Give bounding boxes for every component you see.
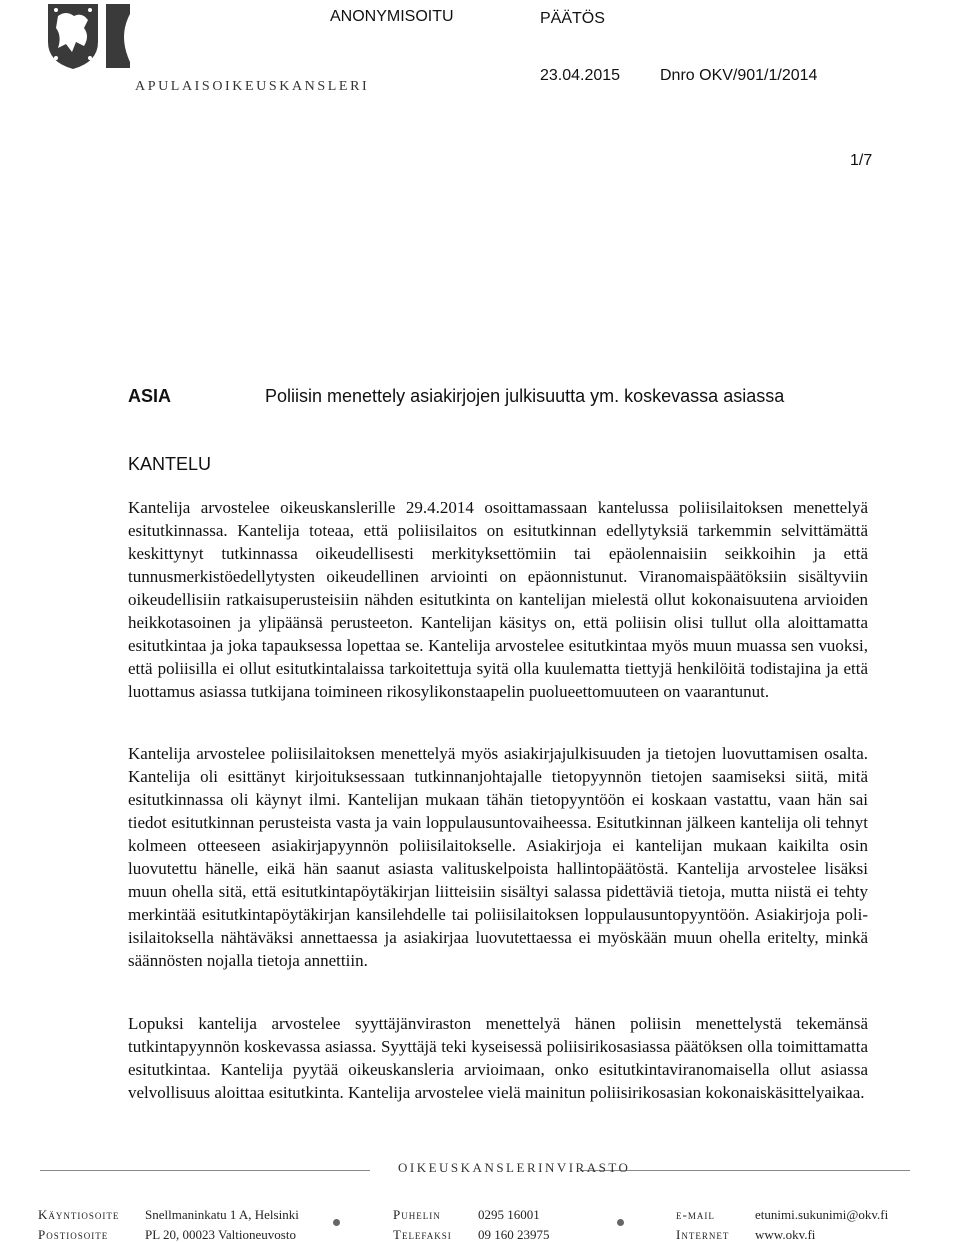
coat-of-arms-lion-icon	[44, 2, 130, 70]
email-value[interactable]: etunimi.sukunimi@okv.fi	[755, 1207, 889, 1222]
document-number: Dnro OKV/901/1/2014	[660, 67, 818, 84]
web-value[interactable]: www.okv.fi	[755, 1227, 816, 1242]
body-paragraph: Kantelija arvostelee oikeuskanslerille 29.4.2014 osoittamassaan kantelussa poliisilaitoksen menettelyä esitutkinnassa. Kantelija toteaa, että poliisilaitos on esitutkinnan edellytyksiä tarkemmin selvittämättä keskittynyt tutkinnassa oikeudellisesti merkityksettömiin tai epäolennaisiin seikkoihin ja että tunnusmerkistöedellytysten oikeudellinen arviointi on epäonnistunut. Viranomaispäätöksiin sisältyviin oikeudellisiin ratkaisuperusteisiin nähden esitutkinta on kantelijan mielestä ollut kokonaisuutena arvioiden heikkotasoinen ja ylipäänsä perusteeton. Kantelijan käsitys on, että poliisin olisi tullut olla aloittamatta esitutkintaa ja joka tapauksessa lopettaa se. Kantelija arvostelee esitutkintaa myös muun muassa sen vuoksi, että poliisilla ei ollut esitutkintalaissa tarkoitettuja syitä olla kuulematta tiettyjä henkilöitä todistajina ja että luottamus asiassa tutkijana toimineen rikosylikonstaapelin puolueettomuuteen on vaarantunut.	[128, 498, 868, 701]
document-type: PÄÄTÖS	[540, 10, 605, 27]
subject-text: Poliisin menettely asiakirjojen julkisuutta ym. koskevassa asiassa	[265, 386, 785, 406]
classification: ANONYMISOITU	[330, 8, 454, 25]
visit-address-value: Snellmaninkatu 1 A, Helsinki	[145, 1207, 299, 1222]
phone-value: 0295 16001	[478, 1207, 540, 1222]
subject-label: ASIA	[128, 386, 172, 406]
footer-divider	[40, 1170, 370, 1171]
body-paragraph: Lopuksi kantelija arvostelee syyttäjänviraston menettelyä hänen poliisin menettelystä tekemänsä tutkintapyynnön koskevassa asiassa. Syyttäjä teki kyseisessä poliisirikosasiassa päätöksen olla toimittamatta esitutkintaa. Kantelija pyytää oikeuskansleria arvioimaan, onko esitutkintaviranomaisella ollut asiassa velvollisuus aloittaa esitutkinta. Kantelija arvostelee vielä mainitun poliisirikosasian kokonaiskäsittelyaikaa.	[128, 1014, 868, 1102]
footer-bullet	[333, 1219, 340, 1226]
web-label: Internet	[676, 1227, 730, 1242]
org-name: APULAISOIKEUSKANSLERI	[135, 79, 370, 94]
post-address-value: PL 20, 00023 Valtioneuvosto	[145, 1227, 296, 1242]
document-date: 23.04.2015	[540, 67, 621, 84]
fax-value: 09 160 23975	[478, 1227, 550, 1242]
email-label: e-mail	[676, 1207, 715, 1222]
visit-address-label: Käyntiosoite	[38, 1207, 120, 1222]
footer-bullet	[617, 1219, 624, 1226]
fax-label: Telefaksi	[393, 1227, 452, 1242]
body-paragraph: Kantelija arvostelee poliisilaitoksen menettelyä myös asiakirjajulkisuuden ja tietojen luovuttamisen osalta. Kantelija oli esittänyt kirjoituksessaan tutkinnanjohtajalle tietopyynnön tietojen saamiseksi siitä, mitä esitutkinnassa oli käynyt ilmi. Kantelijan mukaan tähän tietopyyntöön ei koskaan vastattu, vaan hän sai tiedot esitutkinnan perusteista vasta ja vain loppulausuntovaiheessa. Esitutkinnan jälkeen kantelija oli tehnyt kolmeen otteeseen asiakirjapyynnön poliisilaitokselle. Asiakirjoja ei kantelijan mukaan kaikilta osin luovutettu hänelle, eikä hän saanut asiasta valituskelpoista hallintopäätöstä. Kantelija arvostelee lisäksi muun ohella sitä, että esitutkintapöytäkirjan liitteisiin sisältyi salassa pidettäviä tietoja, mutta niistä ei tehty merkintää esitutkintapöytäkirjan kansilehdelle tai poliisilaitoksen loppulausuntopyyntöön. Asiakirjoja poliisilaitoksella nähtäväksi annettaessa ja asiakirjaa luovutettaessa ei myöskään muun ohella eritelty, minkä säännösten nojalla tietoja annettiin.	[128, 744, 868, 970]
page-number: 1/7	[850, 152, 873, 169]
section-heading: KANTELU	[128, 454, 212, 474]
post-address-label: Postiosoite	[38, 1227, 109, 1242]
phone-label: Puhelin	[393, 1207, 441, 1222]
footer-org-name: OIKEUSKANSLERINVIRASTO	[398, 1160, 631, 1175]
